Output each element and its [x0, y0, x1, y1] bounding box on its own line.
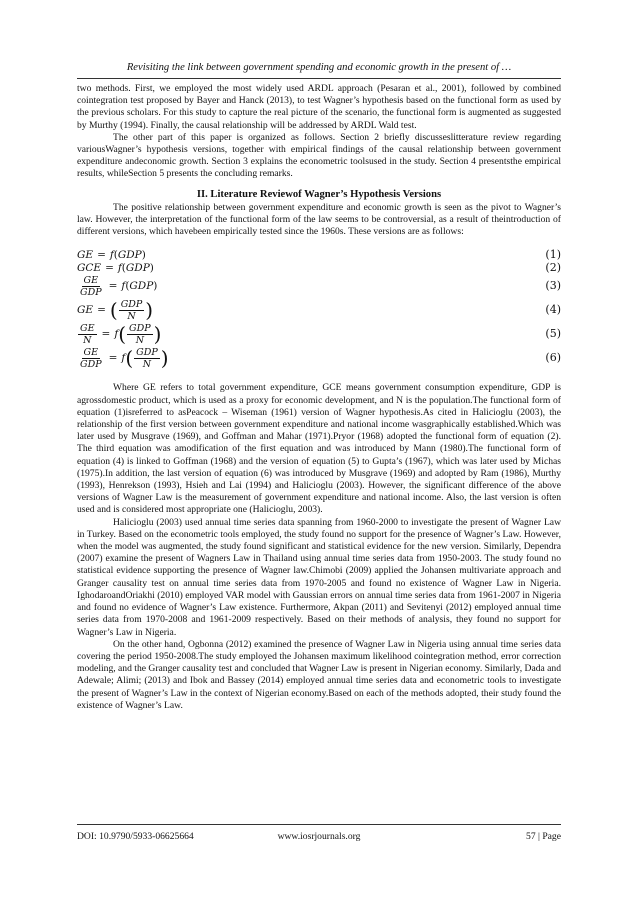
equation-1: [77, 248, 561, 261]
eq-denominator: N: [127, 310, 136, 322]
intro-paragraph-2: The other part of this paper is organized as follows. Section 2 briefly discusseslitterature review regarding variousWagner’s hypothesis versions, together with empirical findings of the causal relationship between government expenditure andeconomic growth. Section 3 explains the econometric toolsused in the study. Section 4 presentsthe empirical results, whileSection 5 presents the concluding remarks.: [77, 131, 561, 180]
equation-number: (1): [545, 247, 561, 261]
equation-number: (2): [545, 260, 561, 274]
eq-close-paren: ): [160, 346, 169, 371]
eq-denominator: N: [83, 334, 92, 346]
eq-open-paren: (: [121, 261, 126, 274]
equation-number: (4): [545, 303, 561, 317]
eq-term: GDP: [117, 248, 142, 261]
eq-numerator: GE: [83, 346, 99, 358]
eq-equals: =: [105, 261, 114, 274]
eq-numerator: GE: [83, 274, 99, 286]
equation-number: (6): [545, 351, 561, 365]
eq-open-paren: (: [125, 346, 134, 371]
eq-numerator: GDP: [136, 346, 158, 358]
eq-numerator: GDP: [120, 298, 143, 310]
eq-equals: =: [108, 352, 118, 365]
eq-denominator: N: [135, 334, 144, 346]
eq-denominator: GDP: [80, 286, 102, 298]
equation-list: [77, 248, 561, 370]
eq-function: f: [117, 261, 122, 274]
section-intro-paragraph: The positive relationship between government expenditure and economic growth is seen as the pivot to Wagner’s law. However, the interpretation of the functional form of the law seems to be controversial, as a result of theintroduction of different versions, which havebeen empirically tested since the 1960s. These versions are as follows:: [77, 201, 561, 238]
page-body: [77, 83, 561, 712]
eq-denominator: GDP: [80, 358, 102, 370]
equation-number: (3): [545, 279, 561, 293]
eq-fraction: [78, 347, 104, 370]
eq-numerator: GE: [80, 322, 95, 334]
eq-equals: =: [101, 328, 111, 341]
eq-equals: =: [97, 248, 106, 261]
equation-2: [77, 261, 561, 274]
eq-close-paren: ): [141, 248, 146, 261]
eq-denominator: N: [142, 358, 152, 370]
eq-fraction: [127, 323, 153, 346]
equation-5: [77, 322, 561, 346]
eq-term: GDP: [125, 261, 150, 274]
eq-term: GE: [77, 304, 94, 317]
footer-doi: DOI: 10.9790/5933-06625664: [77, 831, 194, 842]
equation-3: [77, 274, 561, 298]
eq-term: GE: [77, 248, 94, 261]
footer-rule: [77, 824, 561, 825]
header-rule: [77, 78, 561, 79]
body-paragraph-2: Halicioglu (2003) used annual time series data spanning from 1960-2000 to investigate the present of Wagner Law in Turkey. Based on the econometric tools employed, the study found no support for the presence of Wagner’s Law. However, when the model was augmented, the study found significant and statistical evidence for the new version. Similarly, Dependra (2007) examine the present of Wagners Law in Thailand using annual time series data from 1950-2003. The study found no statistical evidence supporting the presence of Wagner law.Chimobi (2009) applied the Johansen multivariate approach and Granger causality test on annual time series data from 1970-2005 and found no existence of Wagner Law in Nigeria. IghodaroandOriakhi (2010) employed VAR model with Gaussian errors on annual time series data from 1961-2007 in Nigeria and found no evidence of Wagner’s Law existence. Furthermore, Akpan (2011) and Sevitenyi (2012) employed annual time series data from 1970-2008 and 1961-2009 respectively. Based on their methods of analysis, they found no support for Wagner’s Law in Nigeria.: [77, 516, 561, 638]
eq-close-paren: ): [149, 261, 154, 274]
body-paragraph-1: Where GE refers to total government expenditure, GCE means government consumption expenditure, GDP is agrossdomestic product, which is used as a proxy for economic development, and N is the population.The functional form of equation (1)isreferred to asPeacock – Wiseman (1961) version of Wagner hypothesis.As cited in Halicioglu (2003), the relationship of the first version between government expenditure and national income wasgraphically established.Which was later used by Musgrave (1969), and Goffman and Mahar (1971).Pryor (1968) adopted the functional form of equation (2). The third equation was amodification of the first equation and was introduced by Mann (1980).The functional form of equation (4) is linked to Goffman (1968) and the version of equation (5) to Gupta’s (1967), which was later used by Michas (1975).In addition, the last version of equation (6) was introduced by Musgrave (1969) and adopted by Ram (1986), Murthy (1993), Henrekson (1993), Hsieh and Lai (1994) and Halicioglu (2003). However, the significant difference of the above versions of Wagner Law is the measurement of government expenditure and national income. Also, the last version is often used and is considered most appropriate one (Halicioglu, 2003).: [77, 382, 561, 516]
eq-numerator: GDP: [129, 322, 151, 334]
eq-function: f: [121, 352, 126, 365]
equation-number: (5): [545, 327, 561, 341]
eq-open-paren: (: [118, 322, 127, 347]
eq-function: f: [109, 248, 114, 261]
eq-term: GDP: [129, 280, 154, 293]
eq-function: f: [114, 328, 119, 341]
eq-close-paren: ): [145, 298, 154, 323]
eq-fraction: [134, 347, 160, 370]
eq-fraction: [78, 275, 104, 298]
footer-page-number: 57 | Page: [526, 831, 561, 842]
eq-close-paren: ): [153, 280, 158, 293]
eq-open-paren: (: [109, 298, 118, 323]
footer-site: www.iosrjournals.org: [277, 831, 361, 842]
eq-function: f: [121, 280, 126, 293]
eq-fraction: [119, 299, 145, 322]
eq-equals: =: [97, 304, 106, 317]
eq-term: GCE: [77, 261, 102, 274]
equation-6: [77, 346, 561, 370]
equation-4: [77, 298, 561, 322]
running-head: Revisiting the link between government spending and economic growth in the present of …: [126, 62, 512, 73]
eq-open-paren: (: [113, 248, 118, 261]
intro-paragraph-1: two methods. First, we employed the most widely used ARDL approach (Pesaran et al., 2001), followed by combined cointegration test proposed by Bayer and Hanck (2013), to test Wagner’s hypothesis based on the functional form as used by the previous scholars. For this study to capture the real picture of the scenario, the functional form is augmented as suggested by Murthy (1994). Finally, the causal relationship will be addressed by ARDL Wald test.: [77, 83, 561, 131]
section-title: II. Literature Reviewof Wagner’s Hypothesis Versions: [196, 188, 442, 200]
eq-equals: =: [108, 280, 118, 293]
body-paragraph-3: On the other hand, Ogbonna (2012) examined the presence of Wagner Law in Nigeria using annual time series data covering the period 1950-2008.The study employed the Johansen maximum likelihood cointegration method, error correction modeling, and the Granger causality test and concluded that Wagner Law is present in Nigerian economy. Similarly, Dada and Adewale; Alimi; (2013) and Ibok and Bassey (2014) employed annual time series data and econometric tools to investigate the present of Wagner’s Law in the context of Nigerian economy.Based on each of the methods adopted, their study found the existence of Wagner’s Law.: [77, 638, 562, 711]
eq-open-paren: (: [125, 280, 130, 293]
eq-fraction: [78, 323, 97, 346]
eq-close-paren: ): [153, 322, 162, 347]
